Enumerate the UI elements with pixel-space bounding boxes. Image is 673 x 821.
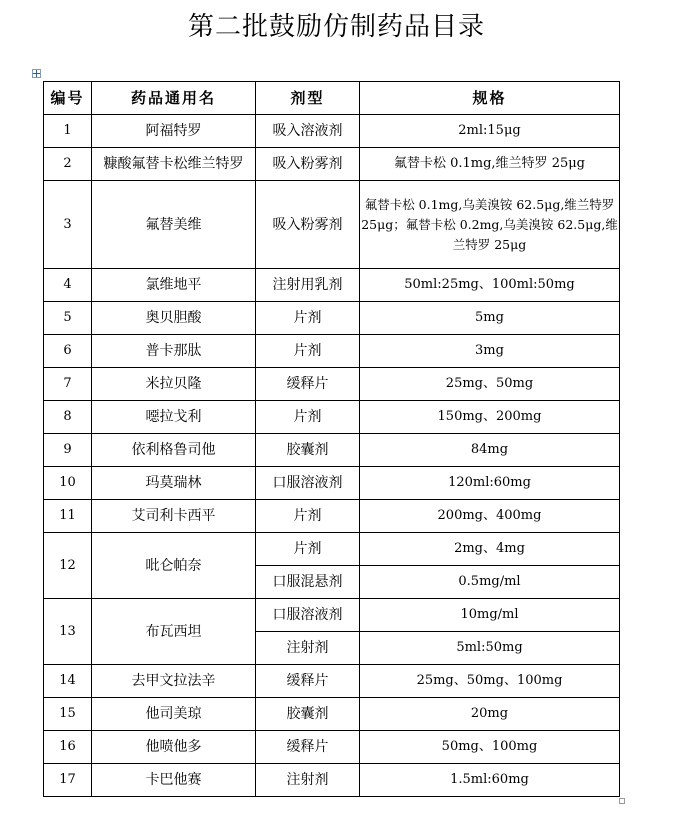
cell-dosage-form: 吸入溶液剂 bbox=[256, 115, 360, 148]
cell-dosage-form: 胶囊剂 bbox=[256, 698, 360, 731]
cell-specification: 25mg、50mg bbox=[360, 368, 620, 401]
cell-drug-name: 去甲文拉法辛 bbox=[92, 665, 256, 698]
cell-number: 3 bbox=[44, 181, 92, 269]
cell-number: 13 bbox=[44, 599, 92, 665]
cell-drug-name: 他喷他多 bbox=[92, 731, 256, 764]
table-row bbox=[44, 115, 620, 148]
cell-drug-name: 他司美琼 bbox=[92, 698, 256, 731]
table-resize-handle-icon[interactable] bbox=[619, 798, 625, 804]
cell-drug-name: 吡仑帕奈 bbox=[92, 533, 256, 599]
cell-number: 15 bbox=[44, 698, 92, 731]
cell-dosage-form: 片剂 bbox=[256, 401, 360, 434]
header-number: 编号 bbox=[44, 82, 92, 115]
table-body bbox=[44, 115, 620, 797]
cell-number: 9 bbox=[44, 434, 92, 467]
cell-number: 10 bbox=[44, 467, 92, 500]
cell-drug-name: 糠酸氟替卡松维兰特罗 bbox=[92, 148, 256, 181]
cell-specification: 10mg/ml bbox=[360, 599, 620, 632]
cell-specification: 5ml:50mg bbox=[360, 632, 620, 665]
table-row bbox=[44, 181, 620, 269]
cell-dosage-form: 口服混悬剂 bbox=[256, 566, 360, 599]
cell-number: 17 bbox=[44, 764, 92, 797]
page-title: 第二批鼓励仿制药品目录 bbox=[187, 12, 485, 42]
cell-drug-name: 艾司利卡西平 bbox=[92, 500, 256, 533]
cell-specification: 3mg bbox=[360, 335, 620, 368]
table-row bbox=[44, 335, 620, 368]
cell-dosage-form: 缓释片 bbox=[256, 665, 360, 698]
cell-number: 14 bbox=[44, 665, 92, 698]
cell-specification: 50mg、100mg bbox=[360, 731, 620, 764]
cell-number: 5 bbox=[44, 302, 92, 335]
header-specification: 规格 bbox=[360, 82, 620, 115]
cell-dosage-form: 片剂 bbox=[256, 302, 360, 335]
table-row bbox=[44, 269, 620, 302]
cell-specification: 25mg、50mg、100mg bbox=[360, 665, 620, 698]
table-row bbox=[44, 302, 620, 335]
header-drug-name: 药品通用名 bbox=[92, 82, 256, 115]
cell-drug-name: 奥贝胆酸 bbox=[92, 302, 256, 335]
cell-dosage-form: 吸入粉雾剂 bbox=[256, 181, 360, 269]
cell-drug-name: 氯维地平 bbox=[92, 269, 256, 302]
drug-catalog-table bbox=[43, 81, 620, 797]
cell-dosage-form: 缓释片 bbox=[256, 731, 360, 764]
table-row bbox=[44, 665, 620, 698]
cell-dosage-form: 片剂 bbox=[256, 500, 360, 533]
cell-specification: 20mg bbox=[360, 698, 620, 731]
cell-dosage-form: 注射剂 bbox=[256, 632, 360, 665]
table-row bbox=[44, 467, 620, 500]
table-row bbox=[44, 731, 620, 764]
table-move-handle-icon[interactable] bbox=[32, 69, 41, 78]
cell-specification: 5mg bbox=[360, 302, 620, 335]
cell-number: 12 bbox=[44, 533, 92, 599]
table-row bbox=[44, 764, 620, 797]
cell-drug-name: 氟替美维 bbox=[92, 181, 256, 269]
cell-dosage-form: 注射剂 bbox=[256, 764, 360, 797]
cell-dosage-form: 注射用乳剂 bbox=[256, 269, 360, 302]
table-row bbox=[44, 533, 620, 566]
cell-specification: 2mg、4mg bbox=[360, 533, 620, 566]
table-row bbox=[44, 368, 620, 401]
cell-drug-name: 噁拉戈利 bbox=[92, 401, 256, 434]
cell-dosage-form: 缓释片 bbox=[256, 368, 360, 401]
cell-number: 7 bbox=[44, 368, 92, 401]
cell-specification: 2ml:15μg bbox=[360, 115, 620, 148]
cell-specification: 50ml:25mg、100ml:50mg bbox=[360, 269, 620, 302]
header-dosage-form: 剂型 bbox=[256, 82, 360, 115]
cell-specification: 0.5mg/ml bbox=[360, 566, 620, 599]
cell-number: 6 bbox=[44, 335, 92, 368]
cell-drug-name: 普卡那肽 bbox=[92, 335, 256, 368]
table-header-row bbox=[44, 82, 620, 115]
cell-specification: 1.5ml:60mg bbox=[360, 764, 620, 797]
table-row bbox=[44, 434, 620, 467]
cell-dosage-form: 吸入粉雾剂 bbox=[256, 148, 360, 181]
table-row bbox=[44, 401, 620, 434]
cell-number: 16 bbox=[44, 731, 92, 764]
cell-dosage-form: 胶囊剂 bbox=[256, 434, 360, 467]
cell-specification: 84mg bbox=[360, 434, 620, 467]
cell-drug-name: 布瓦西坦 bbox=[92, 599, 256, 665]
cell-specification: 200mg、400mg bbox=[360, 500, 620, 533]
cell-drug-name: 阿福特罗 bbox=[92, 115, 256, 148]
table-row bbox=[44, 500, 620, 533]
table-row bbox=[44, 599, 620, 632]
cell-specification: 120ml:60mg bbox=[360, 467, 620, 500]
cell-drug-name: 米拉贝隆 bbox=[92, 368, 256, 401]
cell-drug-name: 玛莫瑞林 bbox=[92, 467, 256, 500]
cell-number: 4 bbox=[44, 269, 92, 302]
cell-dosage-form: 片剂 bbox=[256, 533, 360, 566]
cell-specification: 150mg、200mg bbox=[360, 401, 620, 434]
cell-dosage-form: 片剂 bbox=[256, 335, 360, 368]
cell-dosage-form: 口服溶液剂 bbox=[256, 467, 360, 500]
cell-number: 1 bbox=[44, 115, 92, 148]
cell-drug-name: 依利格鲁司他 bbox=[92, 434, 256, 467]
table-row bbox=[44, 148, 620, 181]
cell-specification: 氟替卡松 0.1mg,维兰特罗 25μg bbox=[360, 148, 620, 181]
table-row bbox=[44, 698, 620, 731]
cell-number: 8 bbox=[44, 401, 92, 434]
cell-dosage-form: 口服溶液剂 bbox=[256, 599, 360, 632]
cell-number: 2 bbox=[44, 148, 92, 181]
cell-drug-name: 卡巴他赛 bbox=[92, 764, 256, 797]
cell-specification: 氟替卡松 0.1mg,乌美溴铵 62.5μg,维兰特罗 25μg；氟替卡松 0.2mg,乌美溴铵 62.5μg,维兰特罗 25μg bbox=[360, 181, 620, 269]
cell-number: 11 bbox=[44, 500, 92, 533]
